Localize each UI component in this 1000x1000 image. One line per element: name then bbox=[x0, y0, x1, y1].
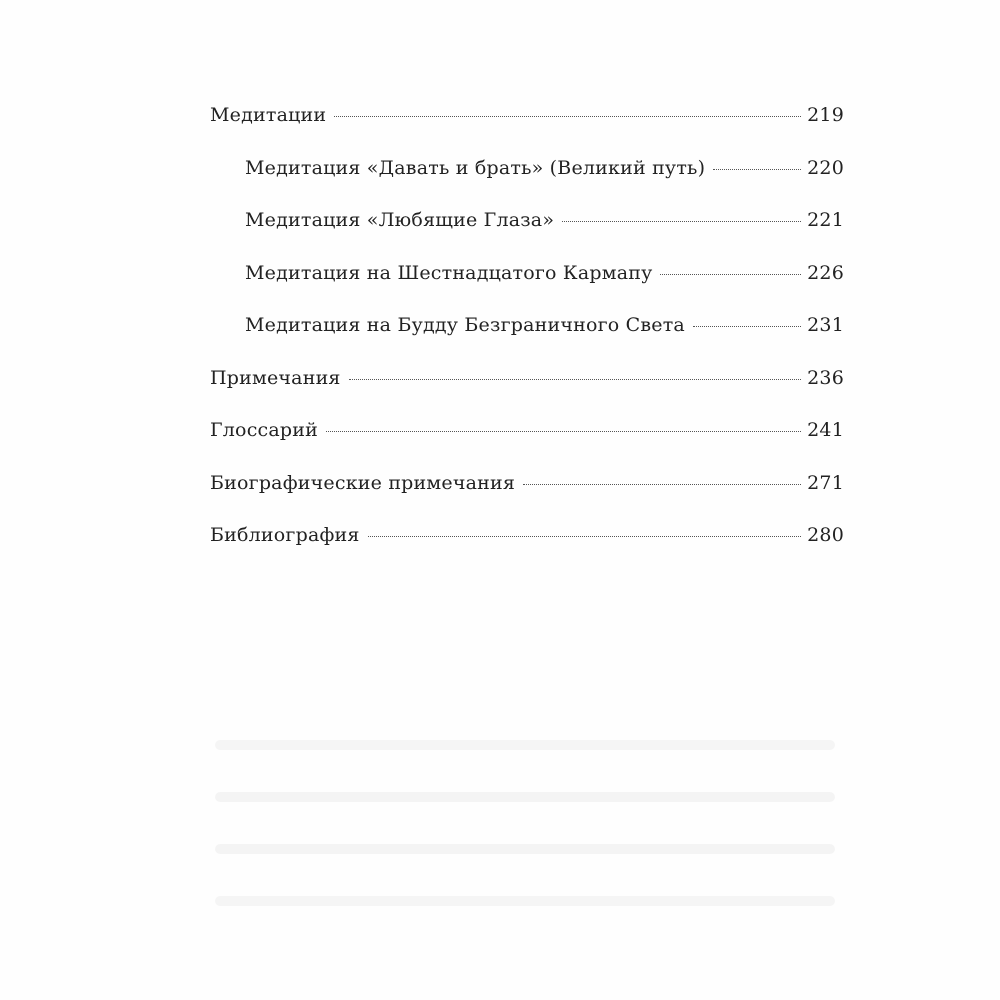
toc-entry-notes[interactable] bbox=[210, 367, 844, 420]
toc-entry-page: 271 bbox=[807, 471, 844, 494]
toc-entry-karmapa[interactable] bbox=[210, 262, 844, 315]
table-of-contents bbox=[210, 104, 844, 577]
toc-entry-title: Медитация «Давать и брать» (Великий путь) bbox=[245, 156, 706, 179]
toc-entry-title: Медитации bbox=[210, 104, 327, 126]
toc-entry-page: 219 bbox=[807, 104, 844, 126]
toc-entry-page: 236 bbox=[807, 366, 844, 389]
bleed-through-line bbox=[215, 896, 835, 906]
dot-leader bbox=[523, 484, 801, 485]
dot-leader bbox=[660, 274, 801, 275]
toc-entry-title: Медитация на Шестнадцатого Кармапу bbox=[245, 261, 653, 284]
toc-entry-page: 226 bbox=[807, 261, 844, 284]
toc-entry-meditations[interactable] bbox=[210, 104, 844, 157]
toc-entry-loving-eyes[interactable] bbox=[210, 209, 844, 262]
toc-entry-title: Медитация на Будду Безграничного Света bbox=[245, 314, 685, 336]
dot-leader bbox=[334, 116, 801, 117]
toc-entry-page: 231 bbox=[807, 314, 844, 336]
dot-leader bbox=[349, 379, 802, 380]
dot-leader bbox=[326, 431, 801, 432]
toc-entry-page: 221 bbox=[807, 209, 844, 231]
dot-leader bbox=[693, 326, 801, 327]
dot-leader bbox=[562, 221, 801, 222]
toc-entry-amitabha[interactable] bbox=[210, 314, 844, 367]
dot-leader bbox=[713, 169, 801, 170]
toc-entry-page: 220 bbox=[807, 156, 844, 179]
toc-entry-glossary[interactable] bbox=[210, 419, 844, 472]
toc-entry-page: 280 bbox=[807, 524, 844, 546]
toc-entry-title: Медитация «Любящие Глаза» bbox=[245, 209, 555, 231]
toc-entry-title: Биографические примечания bbox=[210, 471, 516, 494]
bleed-through-shadow bbox=[215, 740, 835, 990]
toc-entry-bibliography[interactable] bbox=[210, 524, 844, 577]
bleed-through-line bbox=[215, 792, 835, 802]
toc-entry-title: Примечания bbox=[210, 366, 341, 389]
toc-entry-title: Библиография bbox=[210, 524, 360, 546]
dot-leader bbox=[368, 536, 802, 537]
bleed-through-line bbox=[215, 844, 835, 854]
toc-entry-biographical-notes[interactable] bbox=[210, 472, 844, 525]
toc-entry-page: 241 bbox=[807, 419, 844, 441]
toc-entry-title: Глоссарий bbox=[210, 419, 318, 441]
toc-entry-give-take[interactable] bbox=[210, 157, 844, 210]
bleed-through-line bbox=[215, 740, 835, 750]
